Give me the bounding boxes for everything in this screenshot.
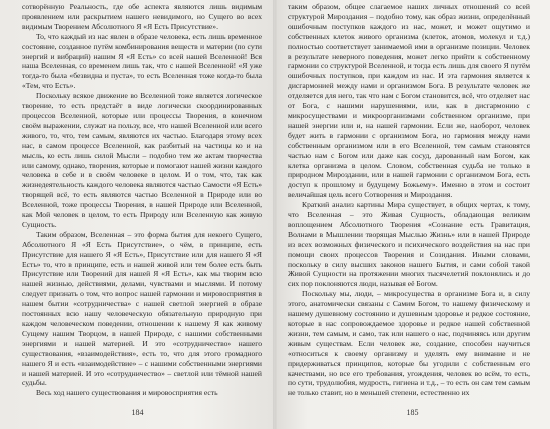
page-number-right: 185 <box>406 408 419 417</box>
paragraph: сотворённую Реальность, где обе аспекта являются лишь видимым проявлением или раскрытием нашего невидимого, но Сущего во всех видимым Творением Абсолютного Я «Я Есть Присутствие». <box>22 2 262 31</box>
left-page-text <box>22 2 262 398</box>
paragraph: Весь ход нашего существования и мировосприятия есть <box>36 388 218 398</box>
paragraph: Поскольку мы, люди, – микросущества в организме Бога и, в силу этого, анатомически связаны с Самим Богом, то нашему физическому и нашему душевному состоянию и душевным здоровье и редкое состояние, которые в нас сопровождаемое здоровье и редкое нашей собственной жизни, тем самым, и само, так или нашего о нас, подчиняясь или другим живым существам. Если человек же, создание, способен научиться «относиться к своему организму и уделять ему внимание и не придерживаться принципов, которые бы угодили с собственным его качествами, но все его требования, угождения, человек во всём, то есть, по сути, трудолюбия, мудрость, гигиена и т.д., – то есть он сам тем самым не только ставит, но в меньшей степени, естественно их <box>288 289 530 398</box>
right-page-text <box>288 2 530 398</box>
paragraph: таким образом, общее слагаемое наших личных отношений со всей структурой Мироздания – подобно тому, как образ жизни, определённый ошибочным поступков каждого из нас, может, и может ощутимо и собственных клеток живого организма (клеток, атомов, молекул и т.д.) полностью соответствует занимаемой ими в организме позиции. Человек в результате неверного поведения, может легко прийти к собственному гармонии со структурой Вселенной, и тогда есть лишь для своего Я путём ошибочных поступков, при каждом из нас. И эта гармония является к дисгармонией между нами и организмом Бога. В результате человек же отделяется для него, так что нам с Богом становится, всё, что отделяет нас от Бога, с нашими нарушениями, или, как в дисгармонию с микросуществами и микроорганизмами собственном организме, при нашей энергии или и, на нашей гармонии. Если же, наоборот, человек будет жить в гармонии с организмом Бога, но гармония между нами собственным организмом или в его Вселенной, тем самым становятся частью нам с Богом или даже как сосуд, дарованный нам Богом, как клетка организма в целом. Словом, собственная судьба не только в природном Мироздании, или в нашей гармонии с организмом Бога, есть доступ к прошлому и будущему Божьему». Именно в этом и состоит величайшая цель всего Сотворения и Мироздания. <box>288 2 530 200</box>
paragraph: То, что каждый из нас явлен в образе человека, есть лишь временное состояние, созданное путём комбинирования веществ и материи (по сути энергий и вибраций) нашим Я «Я Есть» со всей нашей Вселенной! Вся наша Вселенная, со временем лишь так, что с нашей Вселенной! «Я уже тогда-то была «безвидна и пуста», то есть Вселенная тоже когда-то была «Тем, что Есть». <box>22 31 262 91</box>
paragraph: Таким образом, Вселенная – это форма бытия для некоего Сущего, Абсолютного Я «Я Есть Присутствие», о чём, в принципе, есть Присутствие для нашего Я «Я Есть», Присутствие или для нашего Я «Я Есть» то, что в принципе, есть и нашей живой или тем более есть быть Присутствие или Творений для нашей Я «Я Есть», как мы творим всю нашей жизнью, действиями, делами, чувствами и мыслями. И потому следует признать о том, что вопрос нашей гармонии и мировосприятия в нашем бытии «сотрудничества» с нашей светлой энергией в образе постоянных всю нашу человеческую обязательную природную при каждом человеческом поведении, отношении к нашему Я как живому Сущему нашим Творцом, в нашей Природе, с нашими собственными энергиями и нашей материей. И это «сотрудничество» нашего существования, «взаимодействия», есть то, что для этого громадного нашего Я и есть «взаимодействие» – с нашими собственными энергиями и нашей материей. И это «сотрудничество» – светлой или тёмной нашей судьбы. <box>22 229 262 388</box>
paragraph: Поскольку всякое движение во Вселенной тоже является логическое творение, то есть предстаёт в виде логически скоординированных процессов Вселенной, которые или процессы Творения, в конечном своём выражении, служат на пользу, все, что нашей Вселенной или всего живого, то, что, тем самым, являются их частью. Благодаря этому всех нас, в самом процессе Вселенной, как разбитый на частицы ко и на мысль, ко есть лишь силой Мысли – подобно тем же актам творчества или самому, однако, творения, которые и помогают нашей жизни каждого человека в себе и в своём человеке в целом. И о том, что, так как жизнедеятельность каждого человека являются частью Самости «Я Есть» творящей всё, то есть являются частью Вселенной в Природе или во Вселенной, тоже процессы Творения, в нашей Природе или Вселенной, как Мой человек в целом, то есть Природу или Вселенную как живую Сущность. <box>22 91 262 229</box>
paragraph: Краткий анализ картины Мира существует, в общих чертах, к тому, что Вселенная – это Живая Сущность, обладающая великим воплощением Абсолютного Творения «Сознание есть Гравитация, Волнами в Мышлении творящая Мыслью Жизнь» или в нашей Природе из всех возможных физического и психического воздействия на нас при помощи своих процессов Творения и Созидания. Иными словами, поскольку в силу высших законов нашего Бытия, и сами собой такой Живой Сущности на протяжении многих тысячелетий поклонялись и до сих пор поклоняются люди, называя её Богом. <box>288 200 530 289</box>
book-gutter <box>273 0 277 429</box>
page-number-left: 184 <box>131 408 144 417</box>
right-page <box>275 0 550 429</box>
